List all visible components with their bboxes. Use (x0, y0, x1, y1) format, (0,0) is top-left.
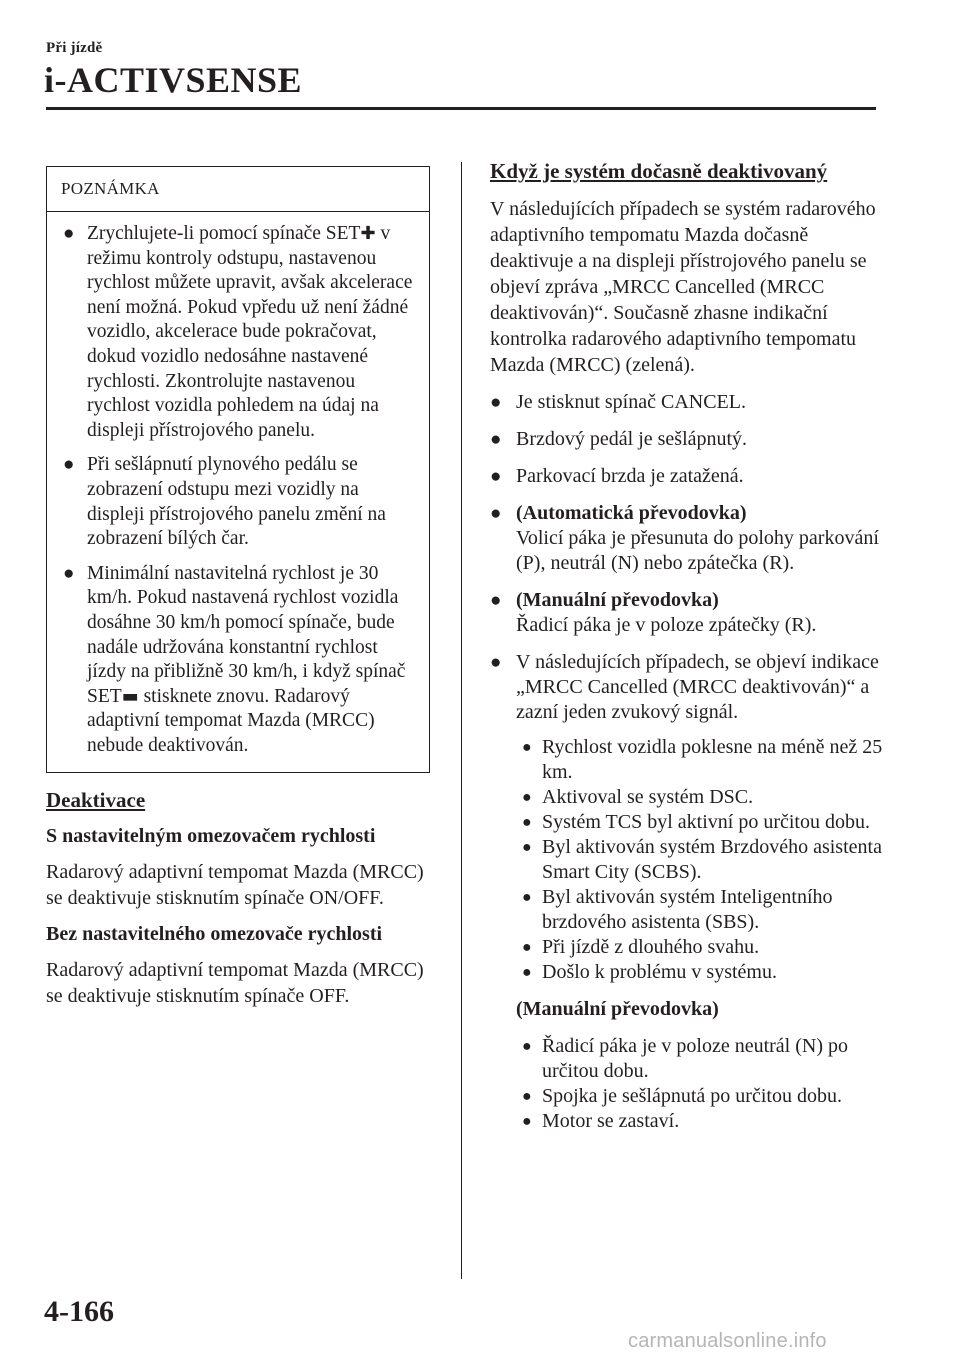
bullet-icon: ● (490, 466, 502, 487)
note-heading: POZNÁMKA (47, 167, 429, 212)
temporary-heading: Když je systém dočasně deaktivovaný (490, 159, 828, 183)
bullet-icon: ● (490, 590, 502, 611)
list-item: ● Parkovací brzda je zatažená. (490, 465, 744, 487)
page-number: 4-166 (44, 1295, 114, 1328)
list-item: ● V následujících případech, se objeví indikace „MRCC Cancelled (MRCC deaktivován)“ a zazní jeden zvukový signál. ● Rychlost vozidla poklesne na méně než 25 km. ● Aktivoval se systém DSC. ● Systém TCS byl aktivní po určitou dobu. ● Byl aktivován systém Brzdového asistenta Smart City (SCBS). ● Byl aktivován systém Inteligentního brzdového asistenta (SBS). ● Při jízdě z dlouhého svahu. ● Došlo k problému v systému. (Manuální převodovka) ● Řadicí páka je v poloze neutrál (N) po určitou dobu. ● Spojka je sešlápnutá po určitou dobu. ● Motor se zastaví. (490, 650, 890, 1134)
sub-list (516, 1034, 890, 1134)
dot-icon: ● (522, 1088, 532, 1105)
sub-list-item: ● Aktivoval se systém DSC. (522, 786, 754, 808)
section-label: Při jízdě (46, 40, 103, 56)
sub-list-item: ● Motor se zastaví. (522, 1110, 680, 1132)
bullet-icon: ● (490, 392, 502, 413)
plus-icon: ✚ (360, 223, 376, 244)
deactivation-paragraph: Radarový adaptivní tempomat Mazda (MRCC) se deaktivuje stisknutím spínače OFF. (46, 959, 424, 1008)
page-title: i-ACTIVSENSE (44, 60, 303, 100)
temporary-intro: V následujících případech se systém radarového adaptivního tempomatu Mazda dočasně deaktivuje a na displeji přístrojového panelu se objeví zpráva „MRCC Cancelled (MRCC deaktivován)“. Současně zhasne indikační kontrolka radarového adaptivního tempomatu Mazda (MRCC) (zelená). (490, 198, 876, 376)
column-divider (461, 162, 462, 1279)
sub-list-item: ● Při jízdě z dlouhého svahu. (522, 936, 760, 958)
dot-icon: ● (522, 814, 532, 831)
sub-list (516, 735, 890, 985)
dot-icon: ● (522, 789, 532, 806)
dot-icon: ● (522, 889, 532, 906)
note-item: ● Zrychlujete-li pomocí spínače SET✚ v režimu kontroly odstupu, nastavenou rychlost můžete upravit, avšak akcelerace není možná. Pokud vpředu už není žádné vozidlo, akcelerace bude pokračovat, dokud vozidlo nedosáhne nastavené rychlosti. Zkontrolujte nastavenou rychlost vozidla pohledem na údaj na displeji přístrojového panelu. (63, 223, 413, 441)
bullet-icon: ● (490, 652, 502, 673)
list-item: ● (Automatická převodovka) Volicí páka je přesunuta do polohy parkování (P), neutrál (N) nebo zpátečka (R). (490, 502, 879, 574)
note-box (46, 166, 430, 773)
bullet-icon: ● (63, 454, 75, 476)
dot-icon: ● (522, 1113, 532, 1130)
bullet-icon: ● (63, 562, 75, 584)
right-column (490, 158, 890, 1134)
bullet-icon: ● (63, 223, 75, 244)
list-item: ● Je stisknut spínač CANCEL. (490, 391, 746, 413)
sub-list-item: ● Rychlost vozidla poklesne na méně než 25 km. (522, 736, 883, 783)
sub-list-item: ● Spojka je sešlápnutá po určitou dobu. (522, 1085, 842, 1107)
deactivation-paragraph: Radarový adaptivní tempomat Mazda (MRCC) se deaktivuje stisknutím spínače ON/OFF. (46, 861, 424, 910)
manual-heading: (Manuální převodovka) (516, 998, 719, 1020)
list-item: ● (Manuální převodovka) Řadicí páka je v poloze zpátečky (R). (490, 589, 817, 636)
sub-list-item: ● Systém TCS byl aktivní po určitou dobu. (522, 811, 870, 833)
note-body (47, 212, 429, 772)
note-item: ● Minimální nastavitelná rychlost je 30 km/h. Pokud nastavená rychlost vozidla dosáhne 30 km/h pomocí spínače, bude nadále udržována konstantní rychlost jízdy na přibližně 30 km/h, i když spínač SET▬ stisknete znovu. Radarový adaptivní tempomat Mazda (MRCC) nebude deaktivován. (63, 562, 406, 756)
bullet-icon: ● (490, 429, 502, 450)
left-column (46, 166, 430, 1009)
title-rule (46, 107, 876, 110)
dot-icon: ● (522, 1038, 532, 1055)
bullet-icon: ● (490, 503, 502, 524)
sub-list-item: ● Řadicí páka je v poloze neutrál (N) po určitou dobu. (522, 1035, 848, 1082)
deactivation-heading: Deaktivace (46, 788, 146, 813)
sub-list-item: ● Došlo k problému v systému. (522, 961, 777, 983)
deactivation-subheading: Bez nastavitelného omezovače rychlosti (46, 923, 383, 946)
list-item: ● Brzdový pedál je sešlápnutý. (490, 428, 748, 450)
sub-list-item: ● Byl aktivován systém Brzdového asistenta Smart City (SCBS). (522, 836, 882, 883)
minus-icon: ▬ (121, 685, 139, 707)
dot-icon: ● (522, 839, 532, 856)
dot-icon: ● (522, 939, 532, 956)
sub-list-item: ● Byl aktivován systém Inteligentního brzdového asistenta (SBS). (522, 886, 833, 933)
deactivation-subheading: S nastavitelným omezovačem rychlosti (46, 825, 376, 848)
note-item: ● Při sešlápnutí plynového pedálu se zobrazení odstupu mezi vozidly na displeji přístrojového panelu změní na zobrazení bílých čar. (63, 454, 386, 550)
watermark: carmanualsonline.info (628, 1330, 827, 1352)
dot-icon: ● (522, 964, 532, 981)
dot-icon: ● (522, 739, 532, 756)
